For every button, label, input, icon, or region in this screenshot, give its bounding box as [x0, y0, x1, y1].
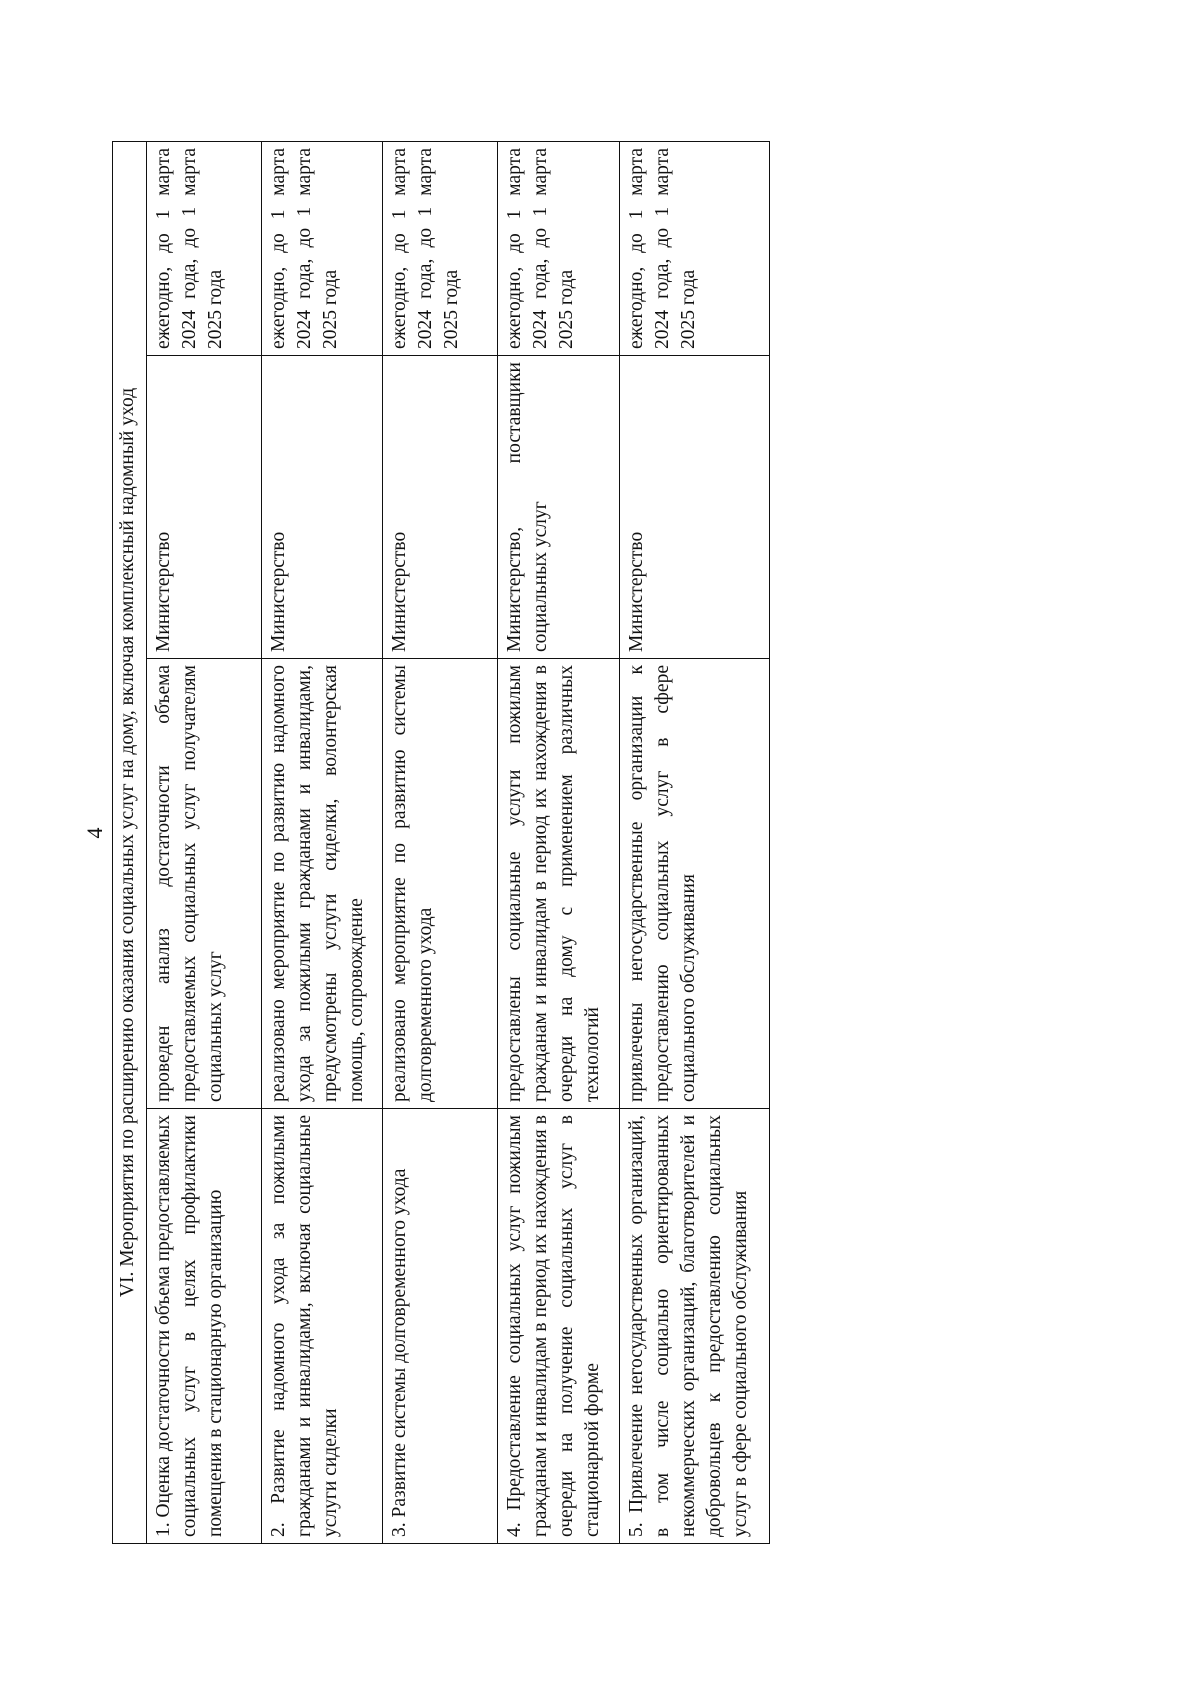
measure-cell: 1. Оценка достаточности объема предоставляемых социальных услуг в целях профилактики помещения в стационарную организацию	[146, 1109, 261, 1544]
result-cell: реализовано мероприятие по развитию системы долговременного ухода	[383, 659, 498, 1109]
responsible-cell: Министерство	[619, 356, 769, 659]
table-row	[261, 141, 383, 1543]
deadline-cell: ежегодно, до 1 марта 2024 года, до 1 марта 2025 года	[619, 141, 769, 355]
responsible-cell: Министерство	[261, 356, 383, 659]
deadline-cell: ежегодно, до 1 марта 2024 года, до 1 марта 2025 года	[146, 141, 261, 355]
measures-table	[112, 141, 770, 1544]
section-title: VI. Мероприятия по расширению оказания социальных услуг на дому, включая комплексный надомный уход	[113, 141, 147, 1543]
table-row	[498, 141, 620, 1543]
responsible-cell: Министерство	[146, 356, 261, 659]
measure-cell: 2. Развитие надомного ухода за пожилыми гражданами и инвалидами, включая социальные услуги сиделки	[261, 1109, 383, 1544]
table-row	[146, 141, 261, 1543]
responsible-cell: Министерство	[383, 356, 498, 659]
deadline-cell: ежегодно, до 1 марта 2024 года, до 1 марта 2025 года	[383, 141, 498, 355]
table-row	[619, 141, 769, 1543]
measure-cell: 5. Привлечение негосударственных организаций, в том числе социально ориентированных некоммерческих организаций, благотворителей и добровольцев к предоставлению социальных услуг в сфере социального обслуживания	[619, 1109, 769, 1544]
result-cell: проведен анализ достаточности объема предоставляемых социальных услуг получателям социальных услуг	[146, 659, 261, 1109]
measure-cell: 4. Предоставление социальных услуг пожилым гражданам и инвалидам в период их нахождения в очереди на получение социальных услуг в стационарной форме	[498, 1109, 620, 1544]
result-cell: реализовано мероприятие по развитию надомного ухода за пожилыми гражданами и инвалидами, предусмотрены услуги сиделки, волонтерская помощь, сопровождение	[261, 659, 383, 1109]
deadline-cell: ежегодно, до 1 марта 2024 года, до 1 марта 2025 года	[261, 141, 383, 355]
measure-cell: 3. Развитие системы долговременного ухода	[383, 1109, 498, 1544]
deadline-cell: ежегодно, до 1 марта 2024 года, до 1 марта 2025 года	[498, 141, 620, 355]
result-cell: привлечены негосударственные организации к предоставлению социальных услуг в сфере социального обслуживания	[619, 659, 769, 1109]
table-row	[383, 141, 498, 1543]
page-number: 4	[82, 827, 107, 839]
section-header-row	[113, 141, 147, 1543]
rotated-table-container	[112, 142, 770, 1544]
responsible-cell: Министерство, поставщики социальных услуг	[498, 356, 620, 659]
result-cell: предоставлены социальные услуги пожилым гражданам и инвалидам в период их нахождения в очереди на дому с применением различных технологий	[498, 659, 620, 1109]
